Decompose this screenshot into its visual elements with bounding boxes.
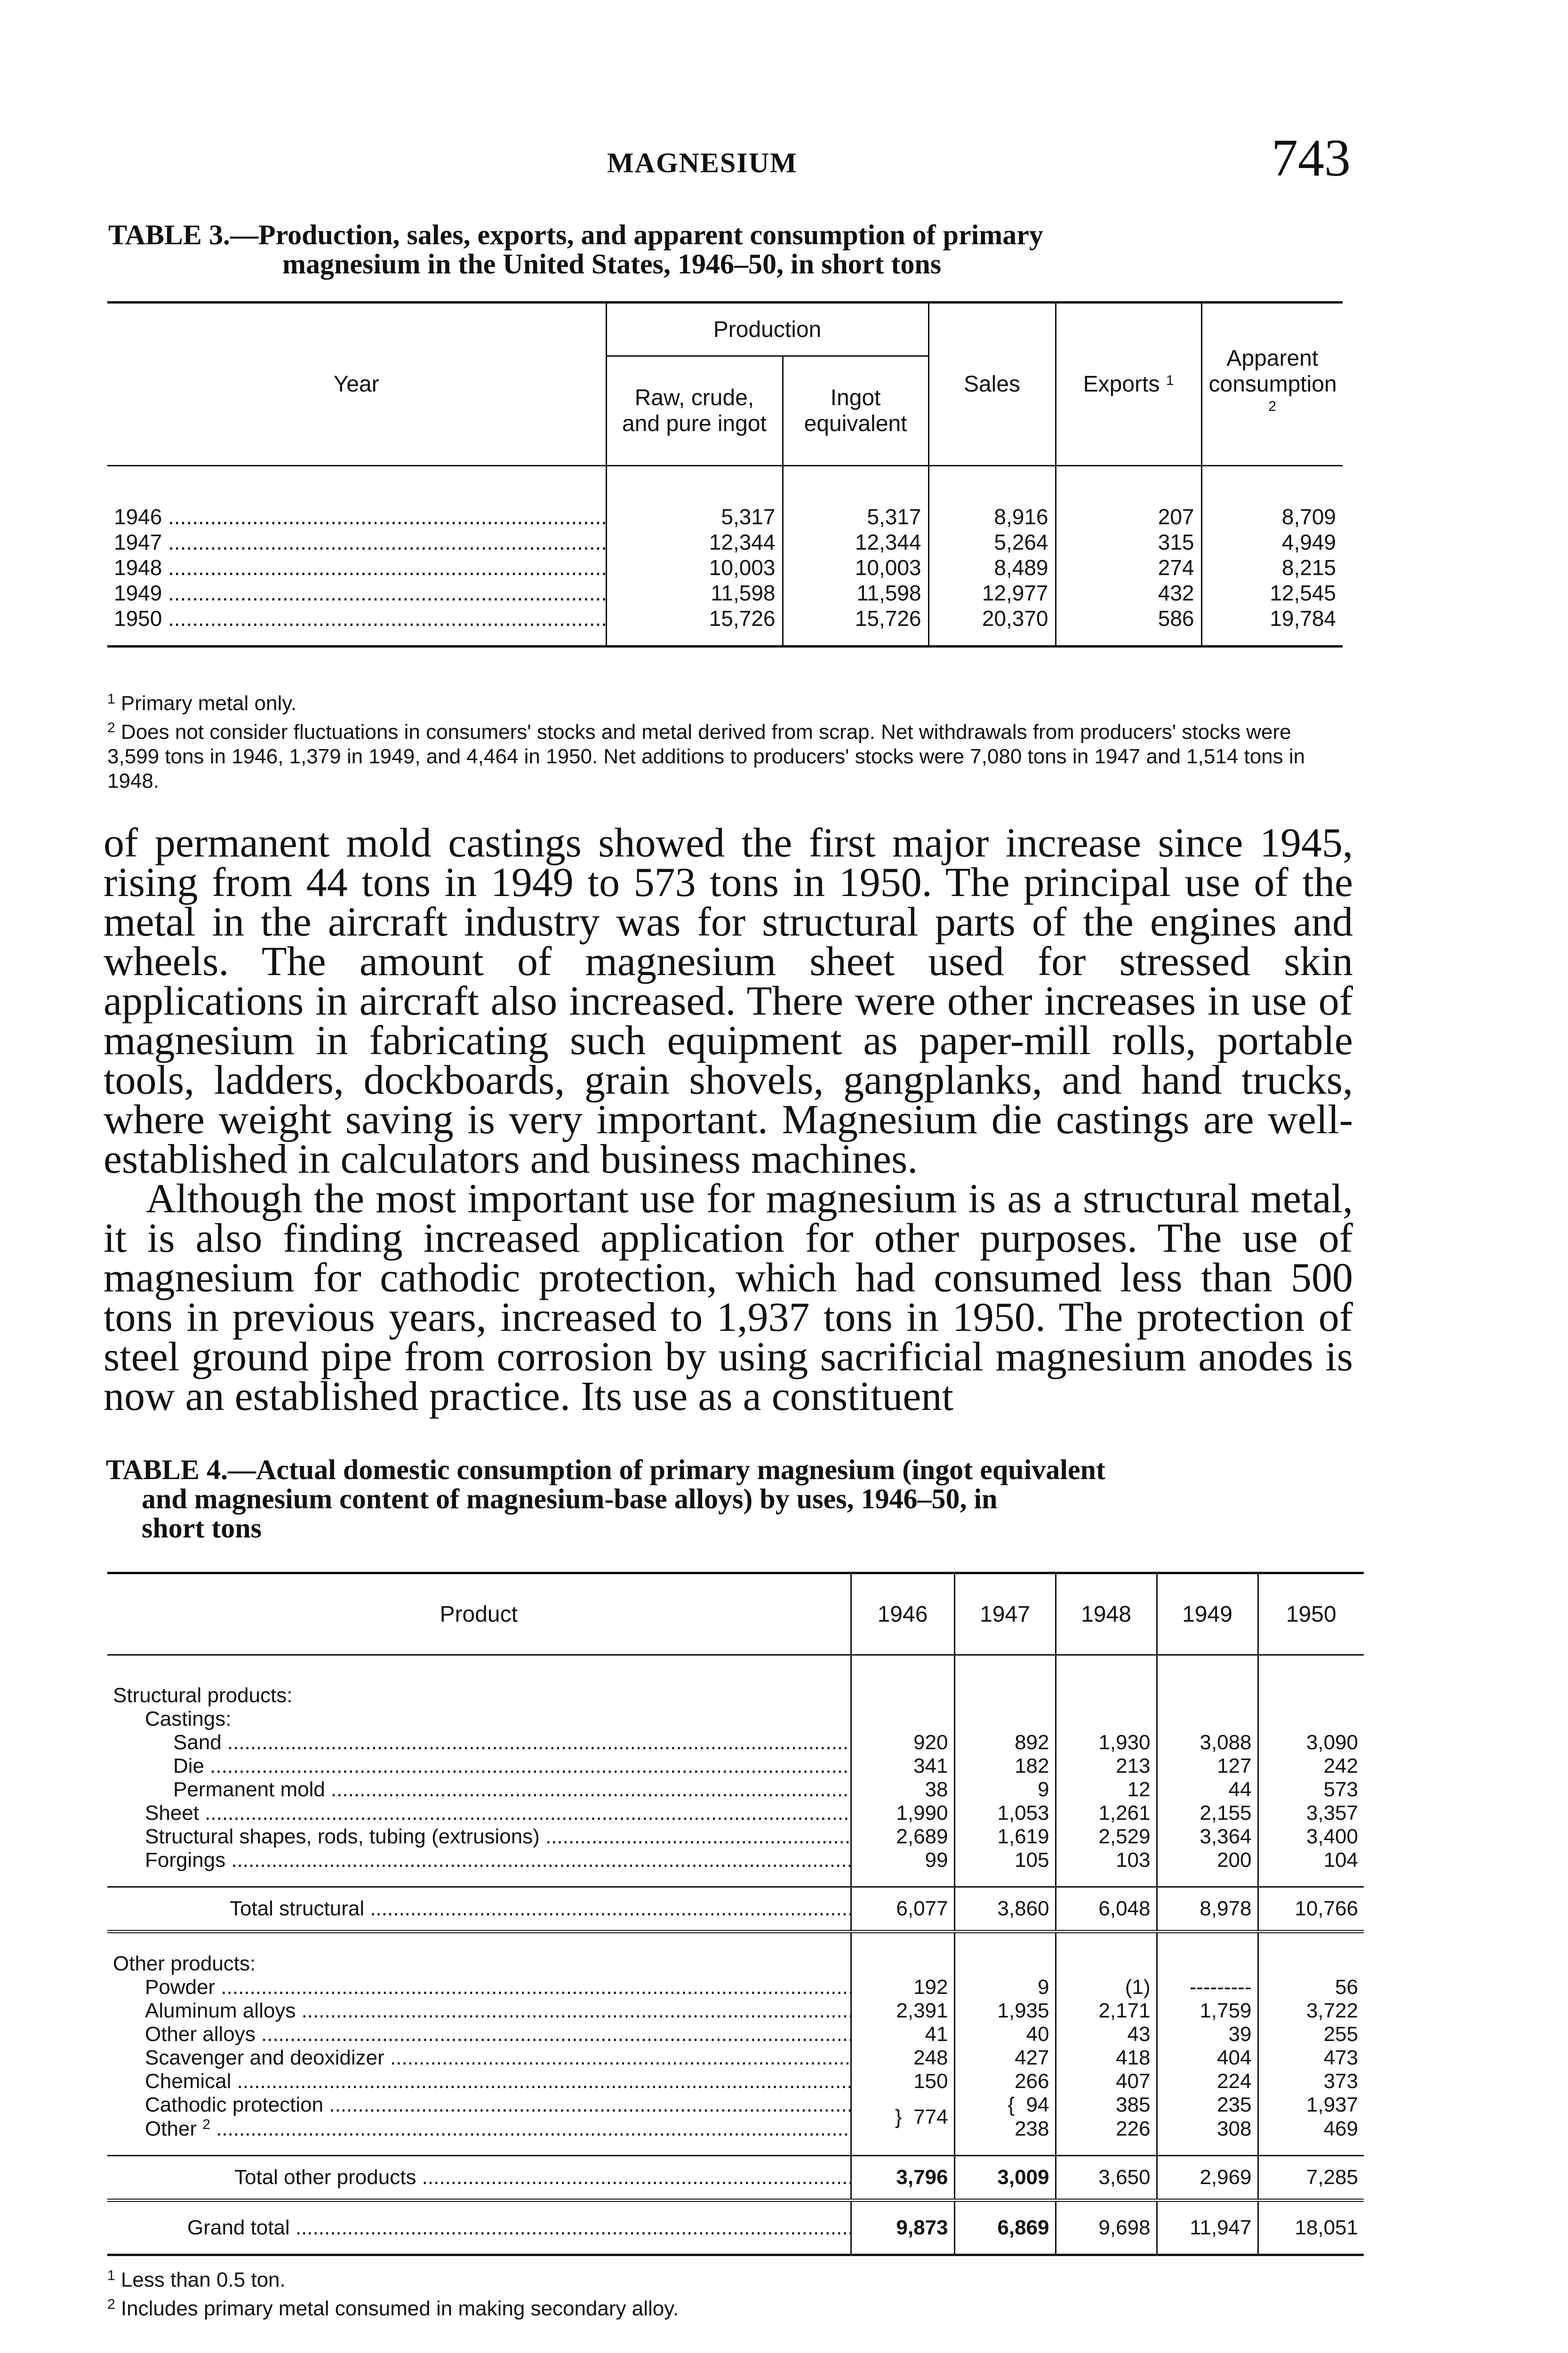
table3 xyxy=(107,301,1343,648)
table4-row: Chemical ..... 150 266 407 224 373 xyxy=(107,2070,1364,2093)
table3-header-exports: Exports $^1$ xyxy=(1056,303,1201,466)
table3-row: 1950 ..... 15,726 15,726 20,370 586 19,784 xyxy=(107,606,1343,647)
footnote: $^1$ Less than 0.5 ton. xyxy=(107,2268,286,2291)
table3-caption-line1: TABLE 3.—Production, sales, exports, and apparent consumption of primary xyxy=(108,219,1043,250)
table4-group-heading: Structural products: xyxy=(107,1655,1364,1708)
table3-header-production: Production xyxy=(606,303,928,356)
table3-header-raw: Raw, crude, and pure ingot xyxy=(606,356,783,466)
table4-subheading: Castings: xyxy=(107,1707,1364,1731)
table4-caption xyxy=(106,1455,1348,1543)
running-head-title: MAGNESIUM xyxy=(607,147,798,178)
table4-caption-line1: TABLE 4.—Actual domestic consumption of primary magnesium (ingot equivalent xyxy=(106,1454,1105,1485)
table3-row: 1947 ..... 12,344 12,344 5,264 315 4,949 xyxy=(107,529,1343,555)
table4-header-1946: 1946 xyxy=(851,1573,954,1655)
table4-row: Sand ..... 920 892 1,930 3,088 3,090 xyxy=(107,1731,1364,1754)
table3-header-apparent: Apparent consumption $^2$ xyxy=(1201,303,1343,466)
table3-row: 1948 ..... 10,003 10,003 8,489 274 8,215 xyxy=(107,555,1343,580)
running-head xyxy=(108,128,1351,187)
table4-header-1950: 1950 xyxy=(1258,1573,1364,1655)
page-number: 743 xyxy=(1272,129,1351,187)
table3-header-ingot: Ingot equivalent xyxy=(783,356,928,466)
table3-header-sales: Sales xyxy=(928,303,1056,466)
table4-grand-total-row: Grand total ..... 9,873 6,869 9,698 11,947 18,051 xyxy=(107,2201,1364,2255)
body-text xyxy=(104,820,1353,1419)
paragraph: Although the most important use for magnesium is as a structural metal, it is also finding increased application for other purposes. The use of magnesium for cathodic protection, which had consumed less than 500 tons in previous years, increased to 1,937 tons in 1950. The protection of steel ground pipe from corrosion by using sacrificial magnesium anodes is now an established practice. Its use as a constituent xyxy=(104,1176,1353,1419)
table4-header-product: Product xyxy=(107,1573,851,1655)
table4 xyxy=(107,1572,1364,2256)
table4-total-row: Total other products ..... 3,796 3,009 3,650 2,969 7,285 xyxy=(107,2156,1364,2201)
table4-row: Powder ..... 192 9 (1) --------- 56 xyxy=(107,1976,1364,1999)
table4-total-row: Total structural ..... 6,077 3,860 6,048 8,978 10,766 xyxy=(107,1887,1364,1932)
table4-footnotes xyxy=(107,2264,1340,2321)
table4-row: Other $^2$ ..... 238 226 308 469 xyxy=(107,2117,1364,2156)
footnote-marker: 1 xyxy=(1166,373,1174,388)
table4-bracketed-value: } 774 xyxy=(851,2093,954,2156)
table3-row: 1949 ..... 11,598 11,598 12,977 432 12,545 xyxy=(107,580,1343,606)
footnote: $^2$ Includes primary metal consumed in making secondary alloy. xyxy=(107,2297,679,2320)
footnote: $^2$ Does not consider fluctuations in consumers' stocks and metal derived from scrap. Net withdrawals from producers' stocks were 3,599 tons in 1946, 1,379 in 1949, and 4,464 in 1950. Net additions to producers' stocks were 7,080 tons in 1947 and 1,514 tons in 1948. xyxy=(107,720,1305,792)
table4-row: Structural shapes, rods, tubing (extrusions) ..... 2,689 1,619 2,529 3,364 3,400 xyxy=(107,1825,1364,1849)
table4-row: Other alloys ..... 41 40 43 39 255 xyxy=(107,2023,1364,2046)
table3-footnotes xyxy=(107,687,1340,793)
table4-header-1948: 1948 xyxy=(1056,1573,1157,1655)
table3-caption xyxy=(108,220,1351,279)
table4-row: Cathodic protection ..... } 774 { 94 385 235 1,937 xyxy=(107,2093,1364,2117)
table4-row: Scavenger and deoxidizer ..... 248 427 418 404 473 xyxy=(107,2046,1364,2070)
table4-row: Die ..... 341 182 213 127 242 xyxy=(107,1754,1364,1778)
footnote-marker: 2 xyxy=(1268,399,1277,414)
table3-row: 1946 ..... 5,317 5,317 8,916 207 8,709 xyxy=(107,466,1343,530)
footnote-marker: 2 xyxy=(202,2117,210,2132)
table4-caption-line3: short tons xyxy=(142,1513,262,1544)
footnote: $^1$ Primary metal only. xyxy=(107,691,297,715)
table4-row: Sheet ..... 1,990 1,053 1,261 2,155 3,357 xyxy=(107,1801,1364,1825)
table4-group-heading: Other products: xyxy=(107,1932,1364,1976)
table4-row: Forgings ..... 99 105 103 200 104 xyxy=(107,1849,1364,1887)
table4-header-1949: 1949 xyxy=(1157,1573,1258,1655)
table4-row: Permanent mold ..... 38 9 12 44 573 xyxy=(107,1778,1364,1801)
paragraph: of permanent mold castings showed the first major increase since 1945, rising from 44 tons in 1949 to 573 tons in 1950. The principal use of the metal in the aircraft industry was for structural parts of the engines and wheels. The amount of magnesium sheet used for stressed skin applications in aircraft also increased. There were other increases in use of magnesium in fabricating such equipment as paper-mill rolls, portable tools, ladders, dockboards, grain shovels, gangplanks, and hand trucks, where weight saving is very important. Magnesium die castings are well-established in calculators and business machines. xyxy=(104,820,1353,1182)
table3-header-year: Year xyxy=(107,303,606,466)
table3-caption-line2: magnesium in the United States, 1946–50, in short tons xyxy=(282,248,942,280)
table4-caption-line2: and magnesium content of magnesium-base alloys) by uses, 1946–50, in xyxy=(142,1483,998,1514)
table4-row: Aluminum alloys ..... 2,391 1,935 2,171 1,759 3,722 xyxy=(107,1999,1364,2023)
table4-header-1947: 1947 xyxy=(954,1573,1056,1655)
